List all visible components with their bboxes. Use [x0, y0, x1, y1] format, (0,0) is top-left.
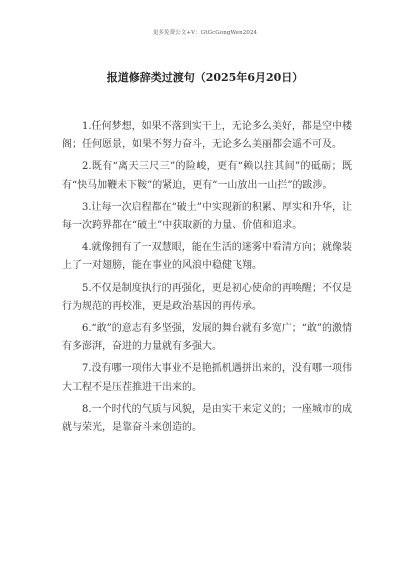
paragraph-7: 7.没有哪一项伟大事业不是艳抓机遇拼出来的，没有哪一项伟大工程不是压茬推进干出来的。: [62, 363, 352, 393]
document-title: 报道修辞类过渡句（2025年6月20日）: [106, 71, 304, 84]
paragraph-8: 8.一个时代的气质与风貌，是由实干来定义的；一座城市的成就与荣光，是靠奋斗来创造的。: [62, 403, 352, 434]
paragraph-6: 6.“敢”的意志有多坚强，发展的舞台就有多宽广；“敢”的激情有多澎湃，奋进的力量就有多强大。: [62, 323, 352, 353]
paragraph-1: 1.任何梦想，如果不落到实干上，无论多么美好，都是空中楼阁；任何愿景，如果不努力奋斗，无论多么美丽都会遥不可及。: [62, 121, 352, 151]
paragraph-2: 2.既有“离天三尺三”的险峻，更有“赖以拄其间”的砥砺；既有“快马加鞭未下鞍”的紧迫，更有“一山放出一山拦”的跋涉。: [62, 161, 352, 191]
paragraph-5: 5.不仅是制度执行的再强化，更是初心使命的再唤醒；不仅是行为规范的再校准，更是政治基因的再传承。: [62, 282, 352, 312]
paragraph-3: 3.让每一次启程都在“破土”中实现新的积累、厚实和升华，让每一次跨界都在“破土”中获取新的力量、价值和追求。: [62, 201, 352, 232]
document-body: [62, 118, 352, 441]
header-note: 更多免费公文+V：GtGcGongWen2024: [152, 30, 258, 36]
paragraph-4: 4.就像拥有了一双慧眼，能在生活的迷雾中看清方向；就像装上了一对翅膀，能在事业的风浪中稳健飞翔。: [62, 242, 352, 272]
